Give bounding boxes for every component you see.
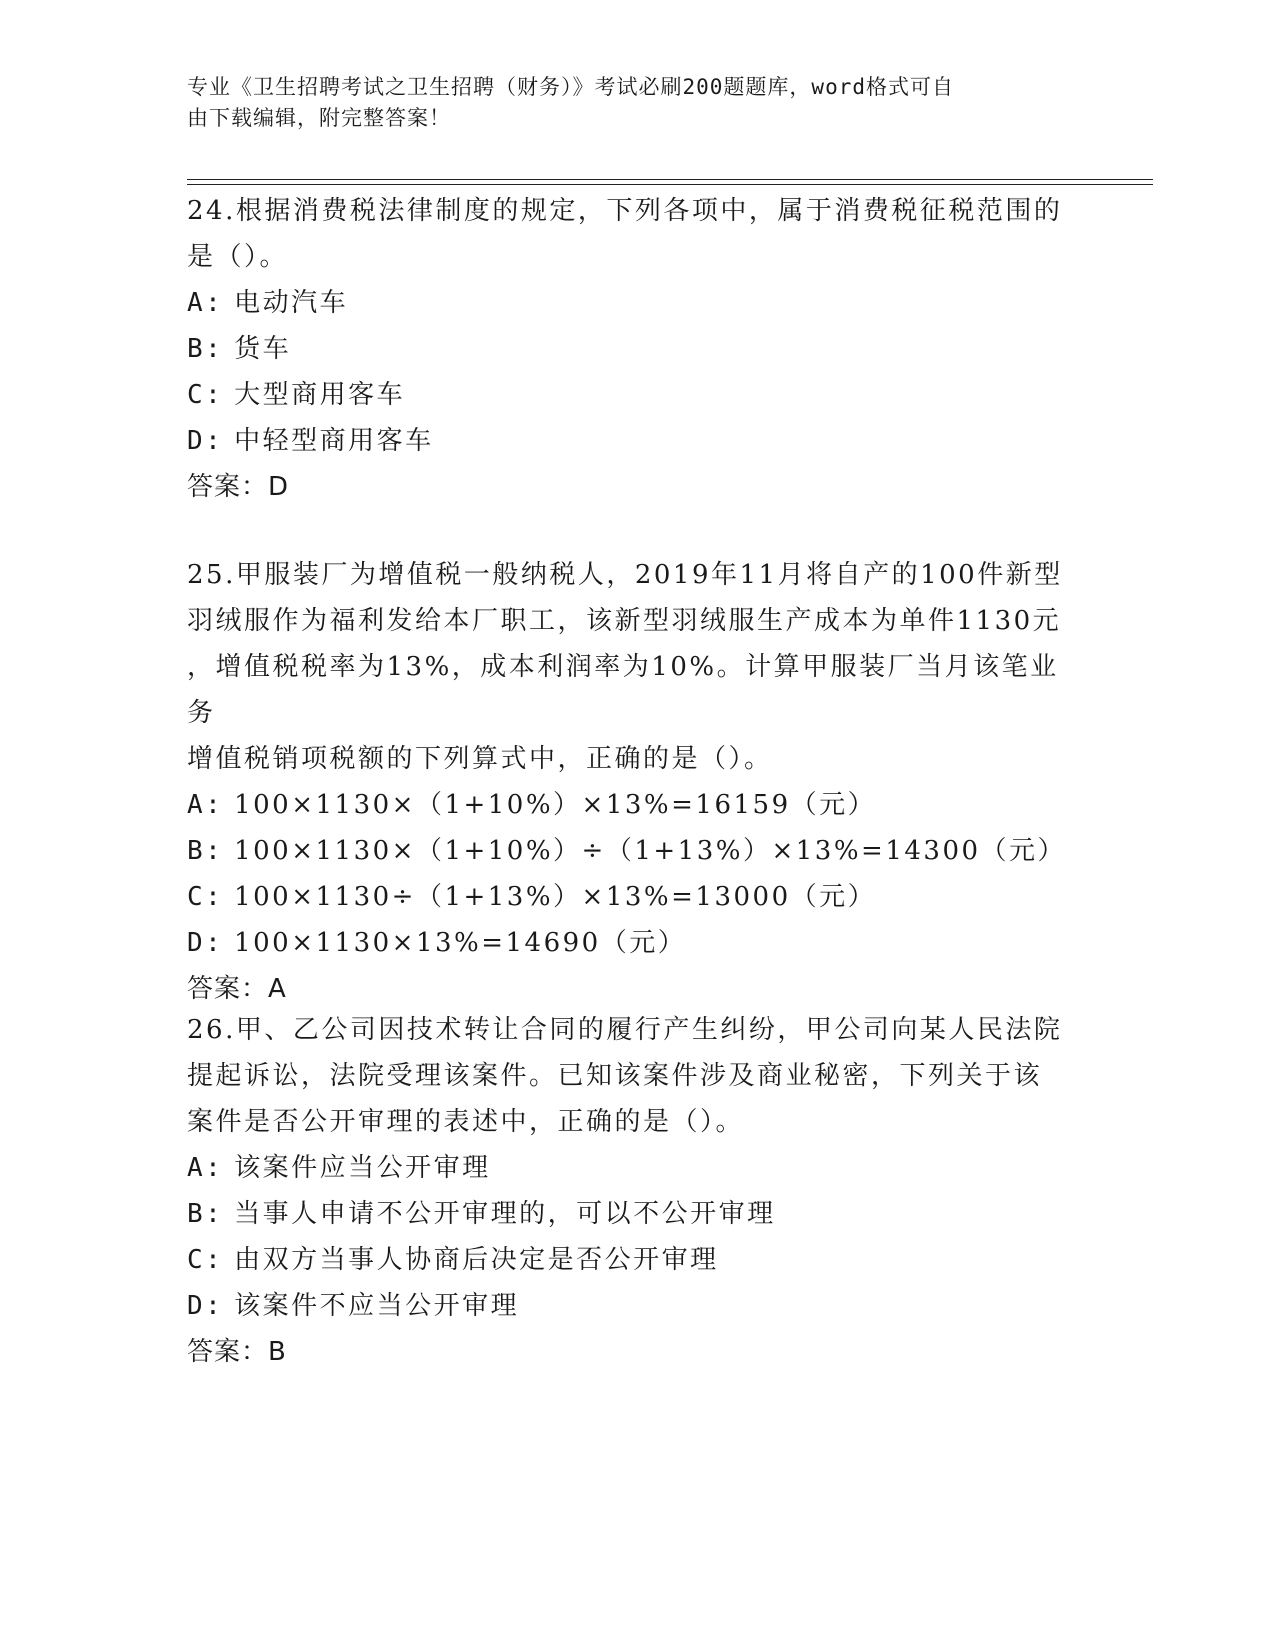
header-divider-top <box>187 179 1153 180</box>
option-c <box>187 1237 1087 1283</box>
option-d <box>187 920 1087 966</box>
option-d <box>187 418 1087 464</box>
question-stem-line: 增值税销项税额的下列算式中，正确的是（）。 <box>187 744 773 774</box>
option-letter: A: <box>187 288 224 318</box>
question-stem-line: ，增值税税率为13%，成本利润率为10%。计算甲服装厂当月该笔业务 <box>187 652 1059 728</box>
option-text: 货车 <box>234 334 292 364</box>
question-stem-line: 26.甲、乙公司因技术转让合同的履行产生纠纷，甲公司向某人民法院 <box>187 1015 1063 1045</box>
question-stem-line: 25.甲服装厂为增值税一般纳税人，2019年11月将自产的100件新型 <box>187 560 1063 590</box>
option-b <box>187 828 1087 874</box>
option-text: 当事人申请不公开审理的，可以不公开审理 <box>234 1199 776 1229</box>
option-d <box>187 1283 1087 1329</box>
option-letter: D: <box>187 928 224 958</box>
header-line-2: 由下载编辑，附完整答案！ <box>187 106 451 130</box>
option-a <box>187 280 1087 326</box>
option-letter: C: <box>187 882 224 912</box>
option-b <box>187 326 1087 372</box>
answer-line: 答案：D <box>187 472 290 502</box>
question-24 <box>187 188 1087 510</box>
option-letter: D: <box>187 426 224 456</box>
option-letter: B: <box>187 1199 224 1229</box>
option-text: 100×1130×13%=14690（元） <box>234 928 687 958</box>
question-stem-line: 案件是否公开审理的表述中，正确的是（）。 <box>187 1107 745 1137</box>
option-text: 100×1130÷（1+13%）×13%=13000（元） <box>234 882 877 912</box>
question-stem-line: 提起诉讼，法院受理该案件。已知该案件涉及商业秘密，下列关于该 <box>187 1061 1043 1091</box>
option-text: 大型商用客车 <box>234 380 406 410</box>
option-letter: B: <box>187 334 224 364</box>
option-b <box>187 1191 1087 1237</box>
option-text: 由双方当事人协商后决定是否公开审理 <box>234 1245 719 1275</box>
question-25 <box>187 552 1087 1012</box>
option-letter: A: <box>187 1153 224 1183</box>
question-26 <box>187 1007 1087 1375</box>
answer-line: 答案：A <box>187 974 287 1004</box>
option-text: 该案件应当公开审理 <box>234 1153 491 1183</box>
option-letter: C: <box>187 1245 224 1275</box>
option-text: 100×1130×（1+10%）×13%=16159（元） <box>234 790 877 820</box>
option-text: 中轻型商用客车 <box>234 426 434 456</box>
option-letter: C: <box>187 380 224 410</box>
question-stem-line: 是（）。 <box>187 242 289 272</box>
question-stem-line: 24.根据消费税法律制度的规定，下列各项中，属于消费税征税范围的 <box>187 196 1063 226</box>
option-c <box>187 874 1087 920</box>
option-letter: A: <box>187 790 224 820</box>
question-stem-line: 羽绒服作为福利发给本厂职工，该新型羽绒服生产成本为单件1130元 <box>187 606 1062 636</box>
option-a <box>187 1145 1087 1191</box>
option-c <box>187 372 1087 418</box>
option-text: 该案件不应当公开审理 <box>234 1291 520 1321</box>
option-letter: B: <box>187 836 224 866</box>
header-divider-bottom <box>187 184 1153 185</box>
option-a <box>187 782 1087 828</box>
answer-line: 答案：B <box>187 1337 287 1367</box>
option-text: 100×1130×（1+10%）÷（1+13%）×13%=14300（元） <box>234 836 1067 866</box>
document-header <box>187 72 1067 134</box>
option-letter: D: <box>187 1291 224 1321</box>
header-line-1: 专业《卫生招聘考试之卫生招聘（财务）》考试必刷200题题库，word格式可自 <box>187 75 954 99</box>
option-text: 电动汽车 <box>234 288 349 318</box>
